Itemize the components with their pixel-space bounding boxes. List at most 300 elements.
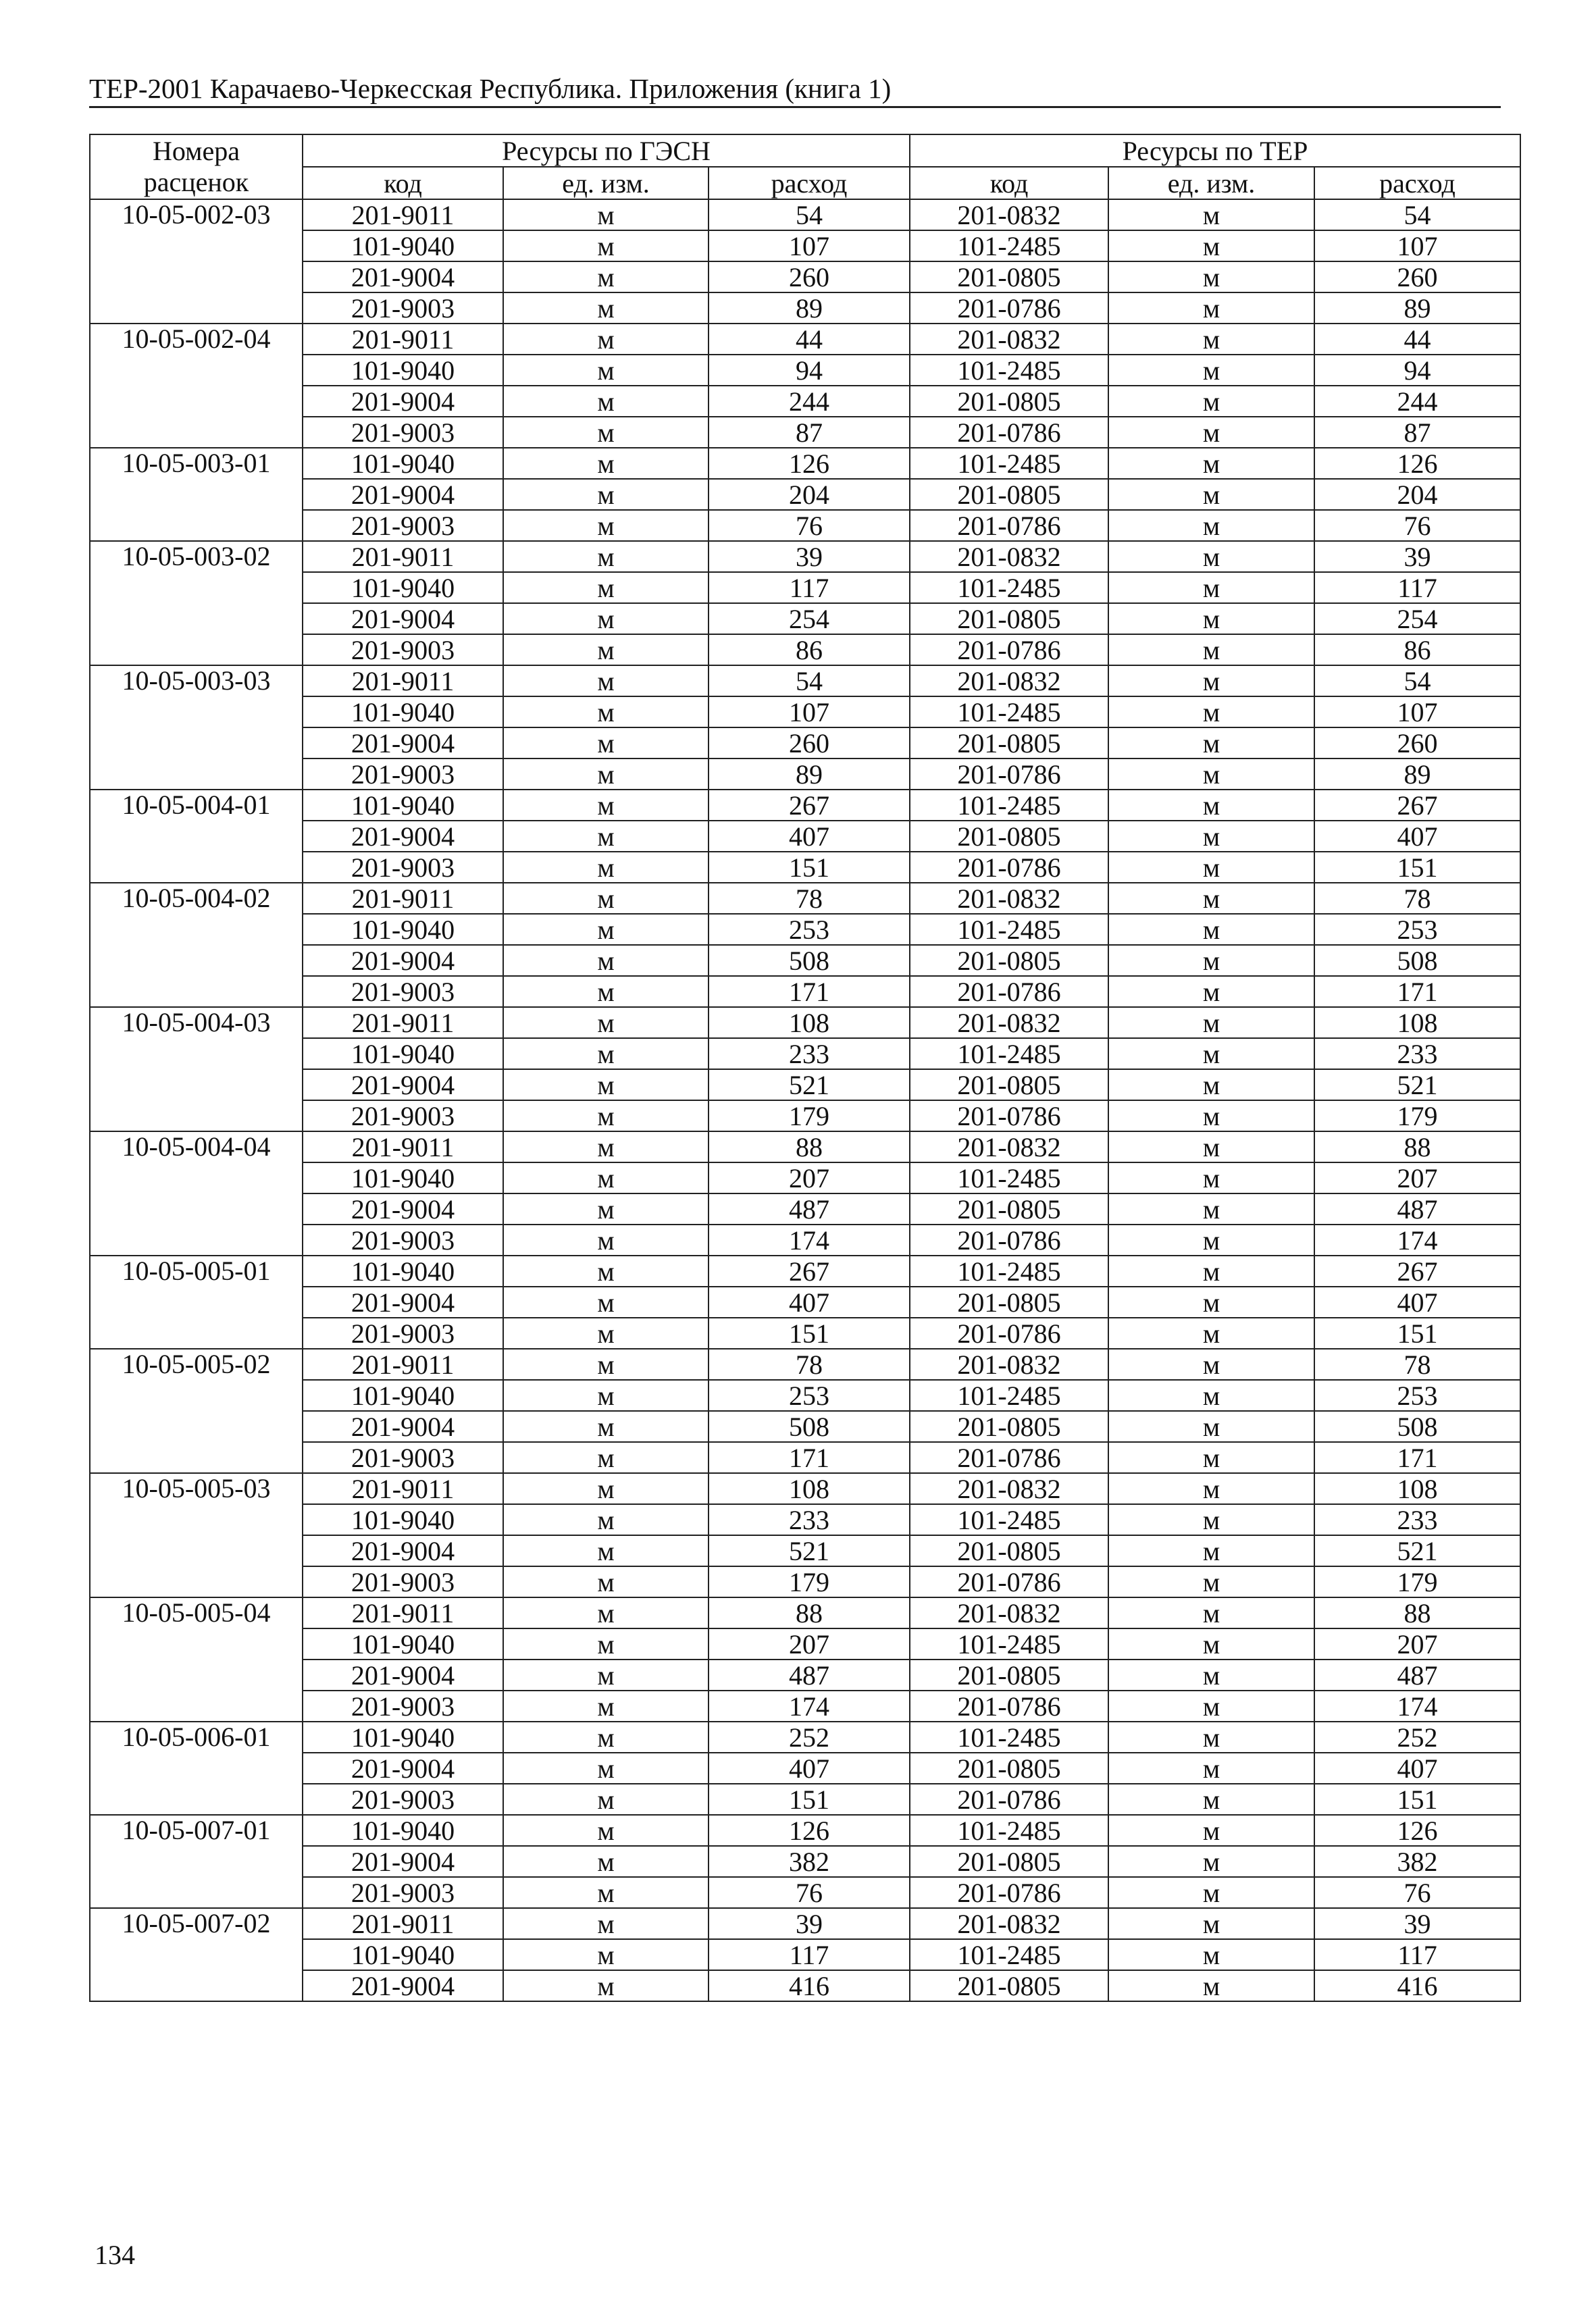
ter-unit-cell: м bbox=[1108, 292, 1314, 324]
ter-code-cell: 201-0832 bbox=[910, 199, 1108, 230]
ter-code-cell: 201-0786 bbox=[910, 759, 1108, 790]
resources-table bbox=[89, 134, 1521, 2002]
table-row bbox=[90, 1504, 1520, 1535]
ter-consumption-cell: 207 bbox=[1314, 1162, 1520, 1193]
ter-consumption-cell: 174 bbox=[1314, 1225, 1520, 1256]
gesn-consumption-cell: 407 bbox=[709, 821, 910, 852]
rate-number-cell: 10-05-007-02 bbox=[90, 1908, 303, 2001]
table-row bbox=[90, 945, 1520, 976]
gesn-consumption-cell: 54 bbox=[709, 665, 910, 696]
rate-number-cell: 10-05-003-02 bbox=[90, 541, 303, 665]
gesn-consumption-cell: 521 bbox=[709, 1535, 910, 1566]
ter-consumption-cell: 39 bbox=[1314, 1908, 1520, 1939]
ter-code-cell: 101-2485 bbox=[910, 1504, 1108, 1535]
rate-number-cell: 10-05-006-01 bbox=[90, 1722, 303, 1815]
ter-unit-cell: м bbox=[1108, 1660, 1314, 1691]
gesn-code-cell: 201-9004 bbox=[303, 386, 503, 417]
gesn-consumption-cell: 78 bbox=[709, 883, 910, 914]
ter-consumption-cell: 267 bbox=[1314, 1256, 1520, 1287]
ter-code-cell: 201-0805 bbox=[910, 1660, 1108, 1691]
gesn-unit-cell: м bbox=[503, 448, 709, 479]
gesn-unit-cell: м bbox=[503, 1908, 709, 1939]
gesn-code-cell: 101-9040 bbox=[303, 1722, 503, 1753]
table-row bbox=[90, 1877, 1520, 1908]
page-number: 134 bbox=[95, 2240, 135, 2270]
ter-code-cell: 201-0805 bbox=[910, 727, 1108, 759]
gesn-consumption-header: расход bbox=[709, 167, 910, 199]
table-row bbox=[90, 1411, 1520, 1442]
ter-consumption-cell: 407 bbox=[1314, 821, 1520, 852]
ter-unit-cell: м bbox=[1108, 634, 1314, 665]
gesn-unit-cell: м bbox=[503, 790, 709, 821]
gesn-consumption-cell: 151 bbox=[709, 1318, 910, 1349]
ter-consumption-cell: 260 bbox=[1314, 261, 1520, 292]
gesn-consumption-cell: 204 bbox=[709, 479, 910, 510]
gesn-consumption-cell: 117 bbox=[709, 572, 910, 603]
ter-unit-cell: м bbox=[1108, 1069, 1314, 1100]
table-row bbox=[90, 852, 1520, 883]
table-row bbox=[90, 759, 1520, 790]
ter-unit-cell: м bbox=[1108, 261, 1314, 292]
rate-number-header-line2: расценок bbox=[143, 167, 249, 197]
gesn-code-cell: 201-9004 bbox=[303, 1970, 503, 2001]
ter-unit-cell: м bbox=[1108, 1784, 1314, 1815]
ter-consumption-cell: 508 bbox=[1314, 1411, 1520, 1442]
gesn-code-cell: 201-9004 bbox=[303, 1069, 503, 1100]
gesn-consumption-cell: 88 bbox=[709, 1597, 910, 1628]
ter-code-cell: 101-2485 bbox=[910, 1815, 1108, 1846]
ter-unit-cell: м bbox=[1108, 448, 1314, 479]
gesn-unit-cell: м bbox=[503, 541, 709, 572]
ter-code-cell: 201-0786 bbox=[910, 1566, 1108, 1597]
ter-consumption-cell: 260 bbox=[1314, 727, 1520, 759]
ter-code-cell: 101-2485 bbox=[910, 355, 1108, 386]
gesn-consumption-cell: 233 bbox=[709, 1038, 910, 1069]
ter-code-header: код bbox=[910, 167, 1108, 199]
ter-code-cell: 101-2485 bbox=[910, 1722, 1108, 1753]
gesn-unit-cell: м bbox=[503, 1753, 709, 1784]
ter-unit-cell: м bbox=[1108, 1535, 1314, 1566]
ter-consumption-cell: 76 bbox=[1314, 510, 1520, 541]
gesn-consumption-cell: 179 bbox=[709, 1100, 910, 1131]
gesn-unit-cell: м bbox=[503, 727, 709, 759]
gesn-consumption-cell: 107 bbox=[709, 696, 910, 727]
ter-unit-cell: м bbox=[1108, 1753, 1314, 1784]
ter-consumption-cell: 108 bbox=[1314, 1007, 1520, 1038]
ter-consumption-cell: 233 bbox=[1314, 1038, 1520, 1069]
table-row bbox=[90, 1908, 1520, 1939]
ter-unit-cell: м bbox=[1108, 1193, 1314, 1225]
ter-code-cell: 201-0786 bbox=[910, 1442, 1108, 1473]
page-header: ТЕР-2001 Карачаево-Черкесская Республика. Приложения (книга 1) bbox=[89, 73, 892, 104]
ter-consumption-cell: 89 bbox=[1314, 292, 1520, 324]
ter-unit-cell: м bbox=[1108, 821, 1314, 852]
table-row bbox=[90, 821, 1520, 852]
ter-unit-cell: м bbox=[1108, 883, 1314, 914]
table-row bbox=[90, 1007, 1520, 1038]
gesn-code-cell: 101-9040 bbox=[303, 572, 503, 603]
ter-code-cell: 101-2485 bbox=[910, 1256, 1108, 1287]
ter-consumption-cell: 233 bbox=[1314, 1504, 1520, 1535]
gesn-code-cell: 201-9004 bbox=[303, 1193, 503, 1225]
gesn-unit-header: ед. изм. bbox=[503, 167, 709, 199]
table-row bbox=[90, 1256, 1520, 1287]
ter-unit-cell: м bbox=[1108, 1007, 1314, 1038]
ter-unit-cell: м bbox=[1108, 510, 1314, 541]
ter-code-cell: 201-0832 bbox=[910, 1349, 1108, 1380]
table-row bbox=[90, 417, 1520, 448]
gesn-code-cell: 201-9011 bbox=[303, 324, 503, 355]
rate-number-cell: 10-05-005-03 bbox=[90, 1473, 303, 1597]
ter-unit-cell: м bbox=[1108, 1162, 1314, 1193]
ter-consumption-cell: 508 bbox=[1314, 945, 1520, 976]
gesn-code-cell: 201-9003 bbox=[303, 852, 503, 883]
ter-consumption-cell: 44 bbox=[1314, 324, 1520, 355]
gesn-unit-cell: м bbox=[503, 1442, 709, 1473]
ter-unit-cell: м bbox=[1108, 324, 1314, 355]
table-row bbox=[90, 292, 1520, 324]
gesn-consumption-cell: 487 bbox=[709, 1193, 910, 1225]
ter-consumption-cell: 151 bbox=[1314, 1784, 1520, 1815]
table-row bbox=[90, 448, 1520, 479]
gesn-consumption-cell: 108 bbox=[709, 1007, 910, 1038]
gesn-code-cell: 101-9040 bbox=[303, 1628, 503, 1660]
gesn-code-cell: 101-9040 bbox=[303, 230, 503, 261]
ter-code-cell: 101-2485 bbox=[910, 1162, 1108, 1193]
gesn-code-cell: 201-9003 bbox=[303, 1566, 503, 1597]
ter-unit-cell: м bbox=[1108, 852, 1314, 883]
ter-consumption-cell: 107 bbox=[1314, 696, 1520, 727]
ter-consumption-cell: 108 bbox=[1314, 1473, 1520, 1504]
gesn-code-cell: 201-9004 bbox=[303, 821, 503, 852]
gesn-consumption-cell: 86 bbox=[709, 634, 910, 665]
gesn-unit-cell: м bbox=[503, 230, 709, 261]
ter-consumption-cell: 253 bbox=[1314, 914, 1520, 945]
ter-code-cell: 201-0832 bbox=[910, 1473, 1108, 1504]
ter-consumption-cell: 39 bbox=[1314, 541, 1520, 572]
ter-consumption-cell: 117 bbox=[1314, 1939, 1520, 1970]
gesn-unit-cell: м bbox=[503, 1193, 709, 1225]
ter-code-cell: 201-0832 bbox=[910, 1908, 1108, 1939]
gesn-consumption-cell: 151 bbox=[709, 852, 910, 883]
header-rule bbox=[89, 106, 1501, 108]
gesn-consumption-cell: 508 bbox=[709, 1411, 910, 1442]
gesn-consumption-cell: 407 bbox=[709, 1753, 910, 1784]
gesn-consumption-cell: 174 bbox=[709, 1225, 910, 1256]
table-row bbox=[90, 1722, 1520, 1753]
table-row bbox=[90, 1162, 1520, 1193]
ter-consumption-cell: 267 bbox=[1314, 790, 1520, 821]
ter-unit-cell: м bbox=[1108, 790, 1314, 821]
ter-unit-cell: м bbox=[1108, 1100, 1314, 1131]
ter-unit-cell: м bbox=[1108, 199, 1314, 230]
gesn-consumption-cell: 76 bbox=[709, 1877, 910, 1908]
table-row bbox=[90, 1535, 1520, 1566]
gesn-consumption-cell: 171 bbox=[709, 1442, 910, 1473]
table-row bbox=[90, 1753, 1520, 1784]
gesn-consumption-cell: 260 bbox=[709, 261, 910, 292]
table-row bbox=[90, 1815, 1520, 1846]
ter-unit-cell: м bbox=[1108, 1691, 1314, 1722]
table-row bbox=[90, 261, 1520, 292]
ter-unit-cell: м bbox=[1108, 355, 1314, 386]
gesn-unit-cell: м bbox=[503, 1722, 709, 1753]
gesn-code-cell: 201-9003 bbox=[303, 759, 503, 790]
table-row bbox=[90, 1069, 1520, 1100]
ter-unit-cell: м bbox=[1108, 727, 1314, 759]
gesn-consumption-cell: 88 bbox=[709, 1131, 910, 1162]
gesn-unit-cell: м bbox=[503, 292, 709, 324]
ter-unit-cell: м bbox=[1108, 1504, 1314, 1535]
rate-number-cell: 10-05-004-02 bbox=[90, 883, 303, 1007]
gesn-consumption-cell: 508 bbox=[709, 945, 910, 976]
gesn-unit-cell: м bbox=[503, 386, 709, 417]
ter-consumption-cell: 179 bbox=[1314, 1566, 1520, 1597]
ter-consumption-cell: 521 bbox=[1314, 1535, 1520, 1566]
table-row bbox=[90, 1318, 1520, 1349]
gesn-unit-cell: м bbox=[503, 821, 709, 852]
gesn-unit-cell: м bbox=[503, 1566, 709, 1597]
ter-code-cell: 101-2485 bbox=[910, 230, 1108, 261]
gesn-consumption-cell: 108 bbox=[709, 1473, 910, 1504]
ter-unit-cell: м bbox=[1108, 1038, 1314, 1069]
gesn-unit-cell: м bbox=[503, 1411, 709, 1442]
ter-consumption-cell: 126 bbox=[1314, 448, 1520, 479]
gesn-code-cell: 201-9003 bbox=[303, 976, 503, 1007]
gesn-consumption-cell: 151 bbox=[709, 1784, 910, 1815]
ter-resources-header: Ресурсы по ТЕР bbox=[910, 134, 1520, 167]
ter-unit-cell: м bbox=[1108, 665, 1314, 696]
ter-code-cell: 101-2485 bbox=[910, 572, 1108, 603]
ter-code-cell: 201-0805 bbox=[910, 603, 1108, 634]
ter-unit-cell: м bbox=[1108, 1628, 1314, 1660]
table-row bbox=[90, 324, 1520, 355]
ter-consumption-cell: 204 bbox=[1314, 479, 1520, 510]
ter-code-cell: 101-2485 bbox=[910, 914, 1108, 945]
gesn-unit-cell: м bbox=[503, 261, 709, 292]
gesn-unit-cell: м bbox=[503, 759, 709, 790]
ter-unit-cell: м bbox=[1108, 386, 1314, 417]
gesn-code-cell: 201-9011 bbox=[303, 1007, 503, 1038]
gesn-consumption-cell: 244 bbox=[709, 386, 910, 417]
gesn-consumption-cell: 260 bbox=[709, 727, 910, 759]
gesn-consumption-cell: 89 bbox=[709, 292, 910, 324]
table-row bbox=[90, 479, 1520, 510]
gesn-consumption-cell: 44 bbox=[709, 324, 910, 355]
ter-code-cell: 101-2485 bbox=[910, 1939, 1108, 1970]
ter-code-cell: 201-0786 bbox=[910, 976, 1108, 1007]
table-row bbox=[90, 199, 1520, 230]
ter-unit-cell: м bbox=[1108, 1287, 1314, 1318]
gesn-code-cell: 101-9040 bbox=[303, 448, 503, 479]
ter-code-cell: 201-0832 bbox=[910, 1007, 1108, 1038]
gesn-consumption-cell: 89 bbox=[709, 759, 910, 790]
gesn-consumption-cell: 174 bbox=[709, 1691, 910, 1722]
ter-unit-cell: м bbox=[1108, 1225, 1314, 1256]
gesn-unit-cell: м bbox=[503, 572, 709, 603]
gesn-code-cell: 201-9003 bbox=[303, 1100, 503, 1131]
gesn-unit-cell: м bbox=[503, 479, 709, 510]
gesn-code-cell: 201-9011 bbox=[303, 541, 503, 572]
ter-code-cell: 201-0805 bbox=[910, 261, 1108, 292]
ter-unit-cell: м bbox=[1108, 479, 1314, 510]
gesn-unit-cell: м bbox=[503, 355, 709, 386]
gesn-consumption-cell: 94 bbox=[709, 355, 910, 386]
ter-unit-cell: м bbox=[1108, 1131, 1314, 1162]
rate-number-cell: 10-05-002-04 bbox=[90, 324, 303, 448]
gesn-unit-cell: м bbox=[503, 199, 709, 230]
table-row bbox=[90, 1566, 1520, 1597]
gesn-code-cell: 201-9003 bbox=[303, 1784, 503, 1815]
gesn-code-header: код bbox=[303, 167, 503, 199]
ter-consumption-cell: 54 bbox=[1314, 199, 1520, 230]
gesn-code-cell: 101-9040 bbox=[303, 1380, 503, 1411]
ter-code-cell: 201-0786 bbox=[910, 852, 1108, 883]
gesn-unit-cell: м bbox=[503, 976, 709, 1007]
gesn-code-cell: 201-9011 bbox=[303, 1131, 503, 1162]
gesn-unit-cell: м bbox=[503, 1970, 709, 2001]
ter-consumption-cell: 76 bbox=[1314, 1877, 1520, 1908]
ter-consumption-cell: 117 bbox=[1314, 572, 1520, 603]
gesn-code-cell: 201-9003 bbox=[303, 417, 503, 448]
table-header bbox=[90, 134, 1520, 199]
ter-unit-cell: м bbox=[1108, 1908, 1314, 1939]
ter-unit-cell: м bbox=[1108, 1722, 1314, 1753]
ter-code-cell: 201-0832 bbox=[910, 883, 1108, 914]
ter-unit-cell: м bbox=[1108, 1349, 1314, 1380]
ter-consumption-cell: 487 bbox=[1314, 1193, 1520, 1225]
gesn-code-cell: 101-9040 bbox=[303, 1939, 503, 1970]
ter-code-cell: 101-2485 bbox=[910, 448, 1108, 479]
gesn-unit-cell: м bbox=[503, 1939, 709, 1970]
ter-code-cell: 201-0832 bbox=[910, 541, 1108, 572]
ter-consumption-cell: 253 bbox=[1314, 1380, 1520, 1411]
rate-number-cell: 10-05-002-03 bbox=[90, 199, 303, 324]
gesn-unit-cell: м bbox=[503, 1225, 709, 1256]
rate-number-cell: 10-05-003-01 bbox=[90, 448, 303, 541]
rate-number-cell: 10-05-004-01 bbox=[90, 790, 303, 883]
gesn-code-cell: 101-9040 bbox=[303, 1162, 503, 1193]
ter-unit-cell: м bbox=[1108, 696, 1314, 727]
ter-code-cell: 201-0832 bbox=[910, 1597, 1108, 1628]
table-row bbox=[90, 1193, 1520, 1225]
gesn-consumption-cell: 39 bbox=[709, 1908, 910, 1939]
gesn-code-cell: 101-9040 bbox=[303, 355, 503, 386]
rate-number-cell: 10-05-007-01 bbox=[90, 1815, 303, 1908]
gesn-unit-cell: м bbox=[503, 1473, 709, 1504]
gesn-unit-cell: м bbox=[503, 1131, 709, 1162]
ter-unit-cell: м bbox=[1108, 417, 1314, 448]
gesn-unit-cell: м bbox=[503, 1535, 709, 1566]
gesn-code-cell: 101-9040 bbox=[303, 1038, 503, 1069]
gesn-code-cell: 101-9040 bbox=[303, 1504, 503, 1535]
ter-consumption-cell: 416 bbox=[1314, 1970, 1520, 2001]
gesn-consumption-cell: 171 bbox=[709, 976, 910, 1007]
gesn-code-cell: 201-9004 bbox=[303, 1753, 503, 1784]
gesn-code-cell: 101-9040 bbox=[303, 696, 503, 727]
rate-number-cell: 10-05-005-01 bbox=[90, 1256, 303, 1349]
gesn-code-cell: 201-9003 bbox=[303, 634, 503, 665]
gesn-code-cell: 201-9003 bbox=[303, 292, 503, 324]
ter-code-cell: 101-2485 bbox=[910, 1628, 1108, 1660]
table-row bbox=[90, 1628, 1520, 1660]
ter-code-cell: 201-0805 bbox=[910, 945, 1108, 976]
gesn-unit-cell: м bbox=[503, 1691, 709, 1722]
gesn-unit-cell: м bbox=[503, 1100, 709, 1131]
gesn-unit-cell: м bbox=[503, 1162, 709, 1193]
ter-consumption-cell: 487 bbox=[1314, 1660, 1520, 1691]
gesn-unit-cell: м bbox=[503, 417, 709, 448]
gesn-unit-cell: м bbox=[503, 1504, 709, 1535]
gesn-consumption-cell: 117 bbox=[709, 1939, 910, 1970]
ter-consumption-cell: 54 bbox=[1314, 665, 1520, 696]
gesn-unit-cell: м bbox=[503, 1877, 709, 1908]
ter-code-cell: 101-2485 bbox=[910, 1380, 1108, 1411]
gesn-unit-cell: м bbox=[503, 510, 709, 541]
gesn-code-cell: 201-9004 bbox=[303, 261, 503, 292]
ter-consumption-cell: 207 bbox=[1314, 1628, 1520, 1660]
ter-consumption-cell: 252 bbox=[1314, 1722, 1520, 1753]
gesn-unit-cell: м bbox=[503, 1815, 709, 1846]
ter-code-cell: 201-0805 bbox=[910, 1970, 1108, 2001]
gesn-code-cell: 201-9004 bbox=[303, 945, 503, 976]
gesn-consumption-cell: 207 bbox=[709, 1628, 910, 1660]
gesn-unit-cell: м bbox=[503, 1628, 709, 1660]
gesn-consumption-cell: 252 bbox=[709, 1722, 910, 1753]
table-row bbox=[90, 1442, 1520, 1473]
ter-consumption-cell: 94 bbox=[1314, 355, 1520, 386]
ter-code-cell: 201-0786 bbox=[910, 1877, 1108, 1908]
ter-unit-cell: м bbox=[1108, 1473, 1314, 1504]
gesn-consumption-cell: 253 bbox=[709, 914, 910, 945]
ter-consumption-header: расход bbox=[1314, 167, 1520, 199]
gesn-unit-cell: м bbox=[503, 1784, 709, 1815]
table-row bbox=[90, 1225, 1520, 1256]
gesn-unit-cell: м bbox=[503, 634, 709, 665]
gesn-code-cell: 201-9004 bbox=[303, 1411, 503, 1442]
gesn-unit-cell: м bbox=[503, 1256, 709, 1287]
rate-number-cell: 10-05-005-02 bbox=[90, 1349, 303, 1473]
rate-number-cell: 10-05-004-04 bbox=[90, 1131, 303, 1256]
ter-code-cell: 201-0786 bbox=[910, 1784, 1108, 1815]
ter-code-cell: 201-0786 bbox=[910, 634, 1108, 665]
ter-unit-cell: м bbox=[1108, 1597, 1314, 1628]
ter-code-cell: 201-0805 bbox=[910, 1846, 1108, 1877]
gesn-code-cell: 201-9004 bbox=[303, 1846, 503, 1877]
ter-consumption-cell: 407 bbox=[1314, 1753, 1520, 1784]
ter-unit-cell: м bbox=[1108, 1970, 1314, 2001]
gesn-unit-cell: м bbox=[503, 1349, 709, 1380]
ter-consumption-cell: 382 bbox=[1314, 1846, 1520, 1877]
gesn-code-cell: 201-9004 bbox=[303, 603, 503, 634]
gesn-consumption-cell: 179 bbox=[709, 1566, 910, 1597]
gesn-consumption-cell: 233 bbox=[709, 1504, 910, 1535]
gesn-consumption-cell: 207 bbox=[709, 1162, 910, 1193]
gesn-code-cell: 201-9003 bbox=[303, 1691, 503, 1722]
ter-code-cell: 101-2485 bbox=[910, 1038, 1108, 1069]
ter-unit-cell: м bbox=[1108, 759, 1314, 790]
ter-code-cell: 201-0805 bbox=[910, 1193, 1108, 1225]
ter-code-cell: 201-0786 bbox=[910, 292, 1108, 324]
ter-consumption-cell: 151 bbox=[1314, 852, 1520, 883]
gesn-consumption-cell: 39 bbox=[709, 541, 910, 572]
gesn-code-cell: 201-9011 bbox=[303, 1597, 503, 1628]
gesn-unit-cell: м bbox=[503, 665, 709, 696]
ter-unit-cell: м bbox=[1108, 541, 1314, 572]
ter-code-cell: 201-0786 bbox=[910, 1691, 1108, 1722]
gesn-code-cell: 201-9004 bbox=[303, 1535, 503, 1566]
gesn-code-cell: 201-9004 bbox=[303, 1660, 503, 1691]
